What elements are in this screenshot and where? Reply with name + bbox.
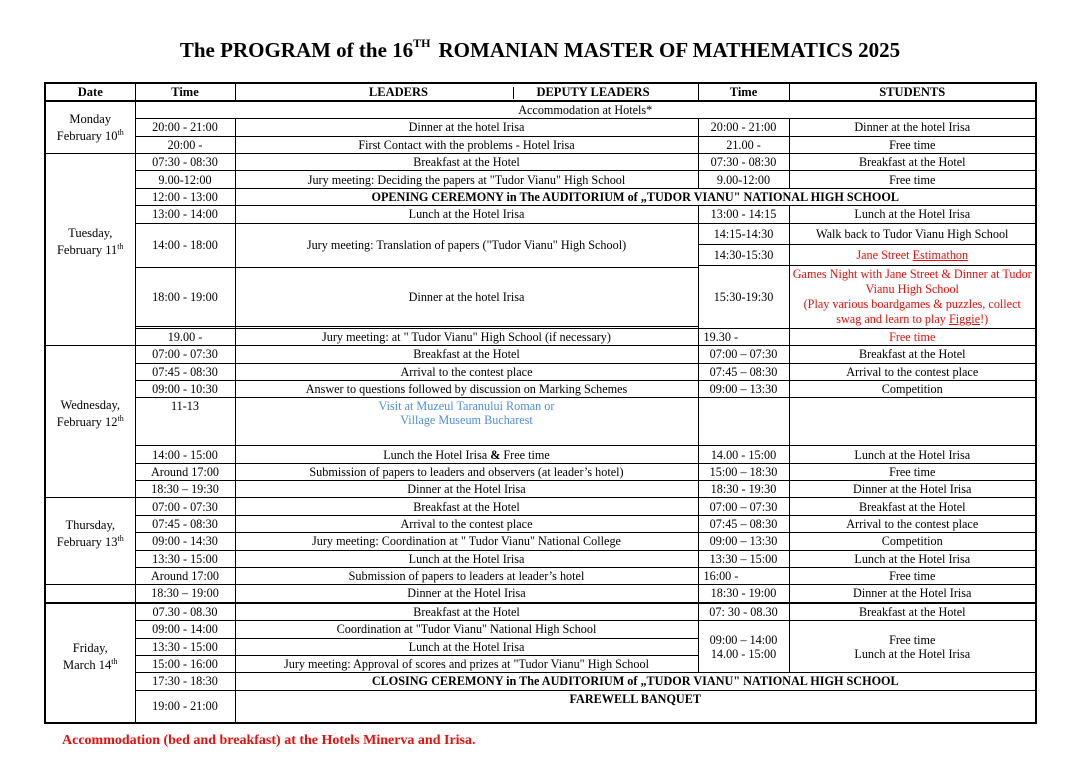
- table-row: Friday, March 14th 07.30 - 08.30 Breakfast at the Hotel 07: 30 - 08.30 Breakfast at the Hotel: [45, 603, 1036, 620]
- header-leaders: LEADERS DEPUTY LEADERS: [235, 83, 698, 101]
- table-row: 13:30 - 15:00 Lunch at the Hotel Irisa 13:30 – 15:00 Lunch at the Hotel Irisa: [45, 550, 1036, 567]
- estimathon-cell: Jane Street Estimathon: [789, 244, 1036, 265]
- header-date: Date: [45, 83, 135, 101]
- header-row: [45, 83, 1036, 101]
- table-row: Thursday, February 13th 07:00 - 07:30 Breakfast at the Hotel 07:00 – 07:30 Breakfast at the Hotel: [45, 498, 1036, 515]
- table-row: 13:30 - 15:00 Lunch at the Hotel Irisa: [45, 638, 1036, 655]
- date-friday: Friday, March 14th: [45, 603, 135, 723]
- header-time: Time: [135, 83, 235, 101]
- table-row: 19.00 - Jury meeting: at " Tudor Vianu" High School (if necessary) 19.30 - Free time: [45, 328, 1036, 345]
- table-row: 15:00 - 16:00 Jury meeting: Approval of scores and prizes at "Tudor Vianu" High School: [45, 655, 1036, 672]
- title-before: The PROGRAM of the 16: [179, 38, 414, 62]
- table-row: 14:30-15:30 Jane Street Estimathon: [45, 244, 1036, 265]
- page-title: [0, 38, 1080, 63]
- table-row: [45, 101, 1036, 118]
- date-wednesday: Wednesday, February 12th: [45, 346, 135, 498]
- table-row: 09:00 - 10:30 Answer to questions followed by discussion on Marking Schemes 09:00 – 13:30 Competition: [45, 380, 1036, 397]
- table-row: 18:00 - 19:00 Dinner at the hotel Irisa: [45, 267, 1036, 326]
- program-table: Date Time LEADERS DEPUTY LEADERS Time STUDENTS Monday February 10th Accommodation at Hotels* 20:00 - 21:00 Dinner at the hotel Irisa 20:00 - 21:00 Dinner at the hotel Irisa 20:00 - First Contact with the problems - Hotel Irisa 21.00 - Free time Tuesday, February 11th 07:30 - 08:30 Breakfast at the Hotel 07:30 - 08:30 Breakfast at the Hotel 9.00-12:00 Jury meeting: Deciding the papers at "Tudor Vianu" High School 9.00-12:00 Free time 12:00 - 13:00 OPENING CEREMONY in The AUDITORIUM of „TUDOR VIANU" NATIONAL HIGH SCHOOL 13:00 - 14:00 Lunch at the Hotel Irisa 13:00 - 14:15 Lunch at the Hotel Irisa 14:00 - 18:00 Jury meeting: Translation of papers ("Tudor Vianu" High School) 14:15-14:30 Walk back to Tudor Vianu High School 14:30-15:30 Jane Street Estimathon 15:30-19:30 Games Night with Jane Street & Dinner at Tudor Vianu High School (Play various boardgames & puzzles, collect swag and learn to play Figgie!) 18:00 - 19:00 Dinner at the hotel Irisa 19.00 - Jury meeting: at " Tudor Vianu" High School (if necessary) 19.30 - Free time Wednesday, February 12th 07:00 - 07:30 Breakfast at the Hotel 07:00 – 07:30 Breakfast at the Hotel 07:45 - 08:30 Arrival to the contest place 07:45 – 08:30 Arrival to the contest place 09:00 - 10:30 Answer to questions followed by discussion on Marking Schemes 09:00 – 13:30 Competition 11-13 Visit at Muzeul Taranului Roman or Village Museum Bucharest 14:00 - 15:00 Lunch the Hotel Irisa & Free time 14.00 - 15:00 Lunch at the Hotel Irisa Around 17:00 Submission of papers to leaders and observers (at leader’s hotel) 15:00 – 18:30 Free time 18:30 – 19:30 Dinner at the Hotel Irisa 18:30 - 19:30 Dinner at the Hotel Irisa Thursday, February 13th 07:00 - 07:30 Breakfast at the Hotel 07:00 – 07:30 Breakfast at the Hotel 07:45 - 08:30 Arrival to the contest place 07:45 – 08:30 Arrival to the contest place 09:00 - 14:30 Jury meeting: Coordination at " Tudor Vianu" National College 09:00 – 13:30 Competition 13:30 - 15:00 Lunch at the Hotel Irisa 13:30 – 15:00 Lunch at the Hotel Irisa Around 17:00 Submission of papers to leaders at leader’s hotel 16:00 - Free time 18:30 – 19:00 Dinner at the Hotel Irisa 18:30 - 19:00 Dinner at the Hotel Irisa Friday, March 14th 07.30 - 08.30 Breakfast at the Hotel 07: 30 - 08.30 Breakfast at the Hotel 09:00 - 14:00 Coordination at "Tudor Vianu" National High School 09:00 – 14:00 14.00 - 15:00 Free time Lunch at the Hotel Irisa 13:30 - 15:00 Lunch at the Hotel Irisa 15:00 - 16:00 Jury meeting: Approval of scores and prizes at "Tudor Vianu" High School 17:30 - 18:30 CLOSING CEREMONY in The AUDITORIUM of „TUDOR VIANU" NATIONAL HIGH SCHOOL 19:00 - 21:00 FAREWELL BANQUET: [44, 82, 1037, 724]
- table-row: 07:45 - 08:30 Arrival to the contest place 07:45 – 08:30 Arrival to the contest place: [45, 515, 1036, 532]
- header-students: STUDENTS: [789, 83, 1036, 101]
- opening-ceremony: OPENING CEREMONY in The AUDITORIUM of „TUDOR VIANU" NATIONAL HIGH SCHOOL: [235, 188, 1036, 205]
- table-row: 09:00 - 14:00 Coordination at "Tudor Vianu" National High School 09:00 – 14:00 14.00 - 15:00 Free time Lunch at the Hotel Irisa: [45, 621, 1036, 638]
- table-row: 18:30 – 19:00 Dinner at the Hotel Irisa 18:30 - 19:00 Dinner at the Hotel Irisa: [45, 585, 1036, 603]
- date-monday: Monday February 10th: [45, 101, 135, 153]
- table-row: 14:00 - 18:00 Jury meeting: Translation of papers ("Tudor Vianu" High School) 14:15-14:30 Walk back to Tudor Vianu High School: [45, 223, 1036, 244]
- closing-ceremony: CLOSING CEREMONY in The AUDITORIUM of „TUDOR VIANU" NATIONAL HIGH SCHOOL: [235, 673, 1036, 690]
- table-row: Around 17:00 Submission of papers to leaders and observers (at leader’s hotel) 15:00 – 18:30 Free time: [45, 463, 1036, 480]
- table-row: 12:00 - 13:00 OPENING CEREMONY in The AUDITORIUM of „TUDOR VIANU" NATIONAL HIGH SCHOOL: [45, 188, 1036, 205]
- table-row: 13:00 - 14:00 Lunch at the Hotel Irisa 13:00 - 14:15 Lunch at the Hotel Irisa: [45, 206, 1036, 223]
- table-row: Wednesday, February 12th 07:00 - 07:30 Breakfast at the Hotel 07:00 – 07:30 Breakfast at the Hotel: [45, 346, 1036, 363]
- table-row: 07:45 - 08:30 Arrival to the contest place 07:45 – 08:30 Arrival to the contest place: [45, 363, 1036, 380]
- accommodation-footnote: Accommodation (bed and breakfast) at the Hotels Minerva and Irisa.: [62, 733, 476, 748]
- table-row: Around 17:00 Submission of papers to leaders at leader’s hotel 16:00 - Free time: [45, 567, 1036, 584]
- table-row: 18:30 – 19:30 Dinner at the Hotel Irisa 18:30 - 19:30 Dinner at the Hotel Irisa: [45, 481, 1036, 498]
- table-row: 20:00 - First Contact with the problems - Hotel Irisa 21.00 - Free time: [45, 136, 1036, 153]
- table-row: 19:00 - 21:00 FAREWELL BANQUET: [45, 690, 1036, 723]
- museum-visit-cell: Visit at Muzeul Taranului Roman or Village Museum Bucharest: [235, 398, 698, 446]
- title-after: ROMANIAN MASTER OF MATHEMATICS 2025: [438, 38, 901, 62]
- date-thursday: Thursday, February 13th: [45, 498, 135, 585]
- table-row: 9.00-12:00 Jury meeting: Deciding the papers at "Tudor Vianu" High School 9.00-12:00 Free time: [45, 171, 1036, 188]
- accommodation-cell: Accommodation at Hotels*: [135, 101, 1036, 118]
- table-row: 11-13 Visit at Muzeul Taranului Roman or Village Museum Bucharest: [45, 398, 1036, 446]
- farewell-banquet: FAREWELL BANQUET: [235, 690, 1036, 723]
- table-row: Tuesday, February 11th 07:30 - 08:30 Breakfast at the Hotel 07:30 - 08:30 Breakfast at the Hotel: [45, 154, 1036, 171]
- header-time-students: Time: [698, 83, 789, 101]
- title-sup: TH: [413, 36, 431, 50]
- games-night-cell: Games Night with Jane Street & Dinner at Tudor Vianu High School (Play various boardgames & puzzles, collect swag and learn to play Figgie!): [789, 266, 1036, 328]
- table-row: 09:00 - 14:30 Jury meeting: Coordination at " Tudor Vianu" National College 09:00 – 13:30 Competition: [45, 533, 1036, 550]
- table-row: 20:00 - 21:00 Dinner at the hotel Irisa 20:00 - 21:00 Dinner at the hotel Irisa: [45, 119, 1036, 136]
- table-row: 17:30 - 18:30 CLOSING CEREMONY in The AUDITORIUM of „TUDOR VIANU" NATIONAL HIGH SCHOOL: [45, 673, 1036, 690]
- date-tuesday: Tuesday, February 11th: [45, 154, 135, 346]
- table-row: 14:00 - 15:00 Lunch the Hotel Irisa & Free time 14.00 - 15:00 Lunch at the Hotel Irisa: [45, 446, 1036, 463]
